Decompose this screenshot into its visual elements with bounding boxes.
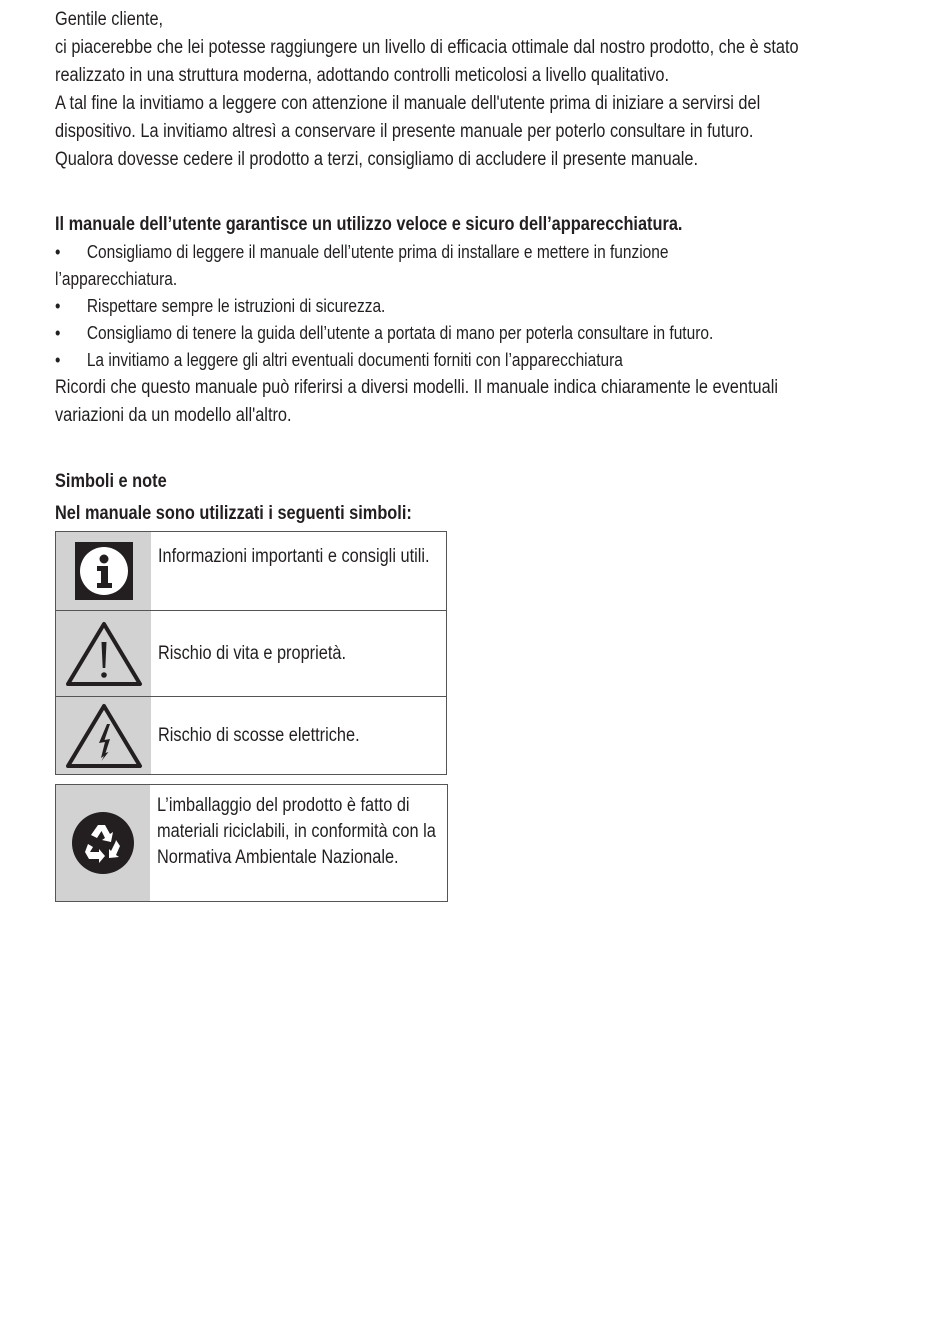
symbols-heading: Simboli e note [55,471,167,492]
electric-shock-icon [56,697,151,774]
guide-heading: Il manuale dell’utente garantisce un utilizzo veloce e sicuro dell’apparecchiatura. [55,214,683,235]
bullet-text: Consigliamo di tenere la guida dell’utente a portata di mano per poterla consultare in futuro. [86,323,714,343]
bullet-symbol: • [55,350,61,370]
list-item [55,347,893,374]
symbol-description: Informazioni importanti e consigli utili. [158,546,430,567]
list-item [55,320,893,347]
note-line: variazioni da un modello all'altro. [55,405,292,426]
bullet-symbol: • [55,323,61,343]
intro-line: A tal fine la invitiamo a leggere con attenzione il manuale dell'utente prima di iniziare a servirsi del [55,93,761,114]
symbol-description: L’imballaggio del prodotto è fatto di materiali riciclabili, in conformità con la Normativa Ambientale Nazionale. [157,795,436,868]
intro-line: dispositivo. La invitiamo altresì a conservare il presente manuale per poterlo consultare in futuro. [55,121,754,142]
symbol-description: Rischio di scosse elettriche. [158,725,360,746]
list-item [55,239,893,266]
bullet-symbol: • [55,296,61,316]
recycle-table [55,784,448,902]
list-item [55,293,893,320]
greeting: Gentile cliente, [55,9,164,30]
list-item-continuation [55,266,893,293]
recycle-icon [56,785,150,901]
bullet-text: Consigliamo di leggere il manuale dell’utente prima di installare e mettere in funzione [86,242,669,262]
symbols-subheading: Nel manuale sono utilizzati i seguenti simboli: [55,503,412,524]
bullet-text: Rispettare sempre le istruzioni di sicurezza. [86,296,386,316]
bullet-text: La invitiamo a leggere gli altri eventuali documenti forniti con l’apparecchiatura [86,350,623,370]
symbols-table [55,531,447,775]
symbol-description: Rischio di vita e proprietà. [158,643,347,664]
bullet-symbol: • [55,242,61,262]
table-row [56,696,446,774]
table-row [56,610,446,696]
bullet-text: l’apparecchiatura. [55,269,178,289]
info-icon [56,532,151,610]
intro-line: Qualora dovesse cedere il prodotto a terzi, consigliamo di accludere il presente manuale. [55,149,699,170]
guide-bullet-list [55,239,895,374]
intro-line: realizzato in una struttura moderna, adottando controlli meticolosi a livello qualitativo. [55,65,669,86]
document-page [55,6,895,528]
table-row [56,532,446,610]
note-line: Ricordi che questo manuale può riferirsi a diversi modelli. Il manuale indica chiaramente le eventuali [55,377,778,398]
table-row [56,785,447,901]
intro-line: ci piacerebbe che lei potesse raggiungere un livello di efficacia ottimale dal nostro prodotto, che è stato [55,37,799,58]
warning-triangle-icon [56,611,151,696]
